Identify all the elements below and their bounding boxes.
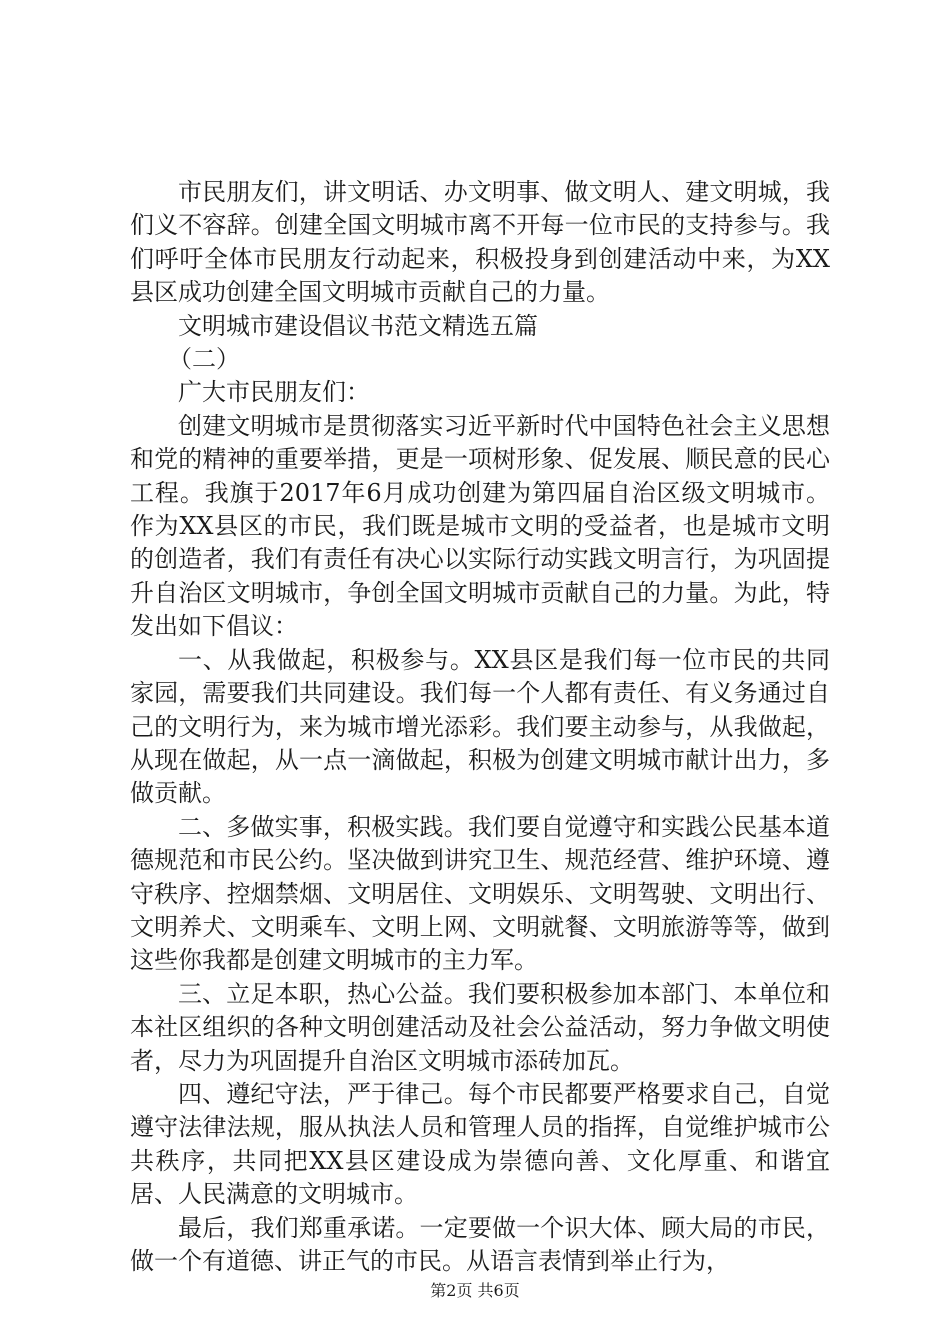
salutation: 广大市民朋友们： <box>178 378 370 407</box>
paragraph-item-2: 二、多做实事，积极实践。我们要自觉遵守和实践公民基本道德规范和市民公约。坚决做到讲究卫生、规范经营、维护环境、遵守秩序、控烟禁烟、文明居住、文明娱乐、文明驾驶、文明出行、文明养犬、文明乘车、文明上网、文明就餐、文明旅游等等，做到这些你我都是创建文明城市的主力军。 <box>130 812 830 975</box>
paragraph-closing-appeal: 市民朋友们，讲文明话、办文明事、做文明人、建文明城，我们义不容辞。创建全国文明城市离不开每一位市民的支持参与。我们呼吁全体市民朋友行动起来，积极投身到创建活动中来，为XX县区成功创建全国文明城市贡献自己的力量。 <box>130 178 830 307</box>
section-number: （二） <box>168 345 240 374</box>
paragraph-final: 最后，我们郑重承诺。一定要做一个识大体、顾大局的市民，做一个有道德、讲正气的市民。从语言表情到举止行为， <box>130 1213 830 1275</box>
document-subtitle: 文明城市建设倡议书范文精选五篇 <box>178 311 538 340</box>
paragraph-item-4: 四、遵纪守法，严于律己。每个市民都要严格要求自己，自觉遵守法律法规，服从执法人员和管理人员的指挥，自觉维护城市公共秩序，共同把XX县区建设成为崇德向善、文化厚重、和谐宜居、人民满意的文明城市。 <box>130 1079 830 1209</box>
document-body <box>130 176 830 1278</box>
paragraph-item-1: 一、从我做起，积极参与。XX县区是我们每一位市民的共同家园，需要我们共同建设。我们每一个人都有责任、有义务通过自己的文明行为，来为城市增光添彩。我们要主动参与，从我做起，从现在做起，从一点一滴做起，积极为创建文明城市献计出力，多做贡献。 <box>130 645 830 808</box>
paragraph-item-3: 三、立足本职，热心公益。我们要积极参加本部门、本单位和本社区组织的各种文明创建活动及社会公益活动，努力争做文明使者，尽力为巩固提升自治区文明城市添砖加瓦。 <box>130 979 830 1075</box>
page-number-footer: 第2页 共6页 <box>430 1281 520 1300</box>
paragraph-intro: 创建文明城市是贯彻落实习近平新时代中国特色社会主义思想和党的精神的重要举措，更是一项树形象、促发展、顺民意的民心工程。我旗于2017年6月成功创建为第四届自治区级文明城市。作为XX县区的市民，我们既是城市文明的受益者，也是城市文明的创造者，我们有责任有决心以实际行动实践文明言行，为巩固提升自治区文明城市，争创全国文明城市贡献自己的力量。为此，特发出如下倡议： <box>130 411 830 641</box>
